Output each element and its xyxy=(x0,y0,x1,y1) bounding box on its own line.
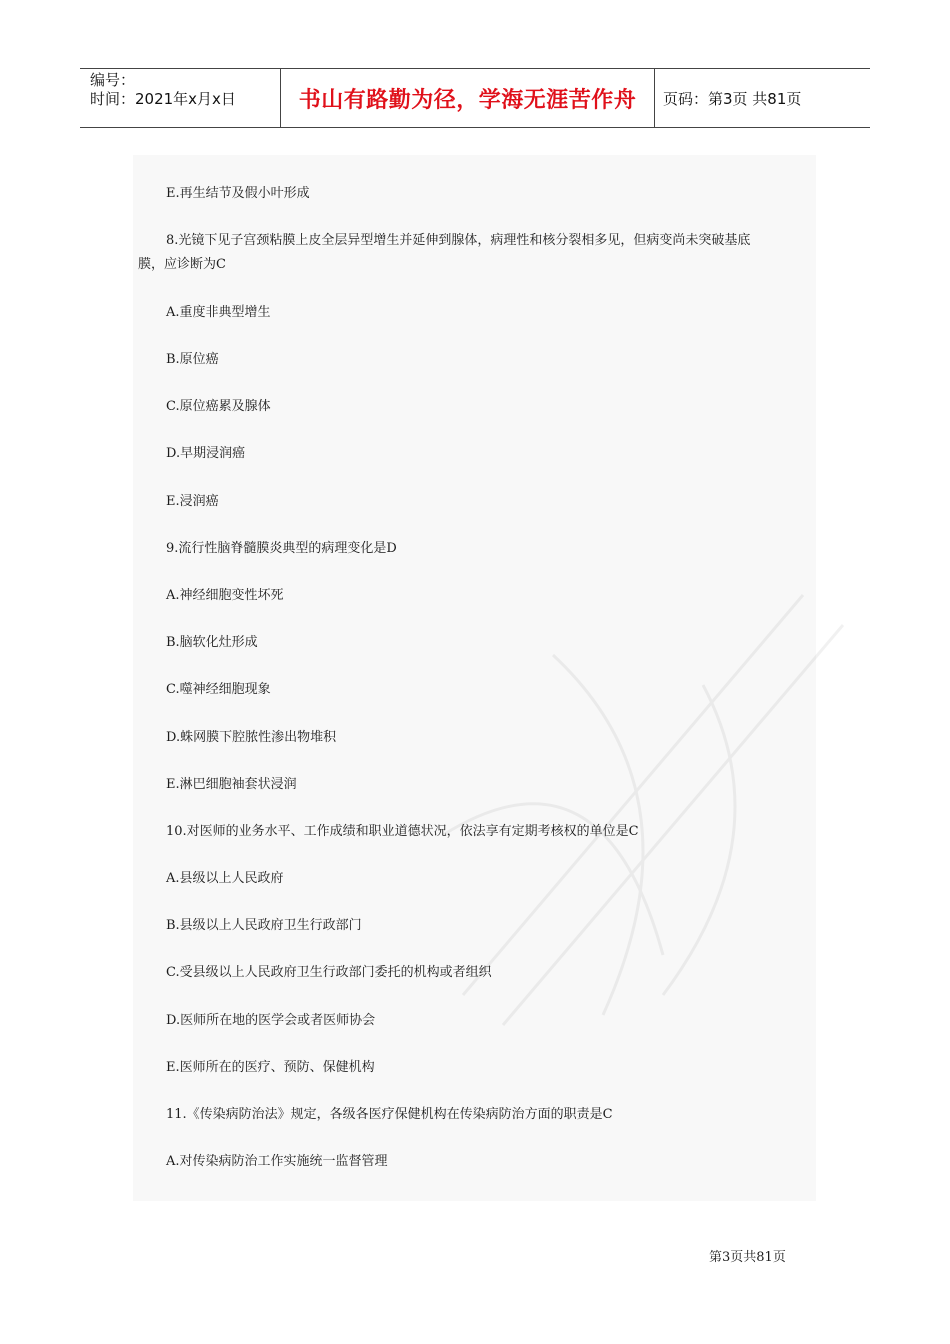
question-continuation: 膜，应诊断为C xyxy=(138,257,226,272)
option-line: E.浸润癌 xyxy=(166,494,219,509)
option-line: A.对传染病防治工作实施统一监督管理 xyxy=(166,1154,388,1169)
question-line: 10.对医师的业务水平、工作成绩和职业道德状况，依法享有定期考核权的单位是C xyxy=(166,824,639,839)
header-motto: 书山有路勤为径，学海无涯苦作舟 xyxy=(281,69,655,127)
option-line: C.噬神经细胞现象 xyxy=(166,682,271,697)
option-line: E.淋巴细胞袖套状浸润 xyxy=(166,777,297,792)
option-line: A.重度非典型增生 xyxy=(166,305,271,320)
option-line: B.县级以上人民政府卫生行政部门 xyxy=(166,918,362,933)
document-date: 时间：2021年x月x日 xyxy=(90,90,236,108)
option-line: E.再生结节及假小叶形成 xyxy=(166,186,310,201)
option-line: C.受县级以上人民政府卫生行政部门委托的机构或者组织 xyxy=(166,965,492,980)
question-line: 9.流行性脑脊髓膜炎典型的病理变化是D xyxy=(166,541,397,556)
page-footer: 第3页共81页 xyxy=(709,1250,786,1265)
question-line: 8.光镜下见子宫颈粘膜上皮全层异型增生并延伸到腺体，病理性和核分裂相多见，但病变尚未突破基底 xyxy=(166,233,751,248)
option-line: E.医师所在的医疗、预防、保健机构 xyxy=(166,1060,375,1075)
document-number-label: 编号： xyxy=(90,71,136,89)
option-line: C.原位癌累及腺体 xyxy=(166,399,271,414)
option-line: B.脑软化灶形成 xyxy=(166,635,258,650)
option-line: A.神经细胞变性坏死 xyxy=(166,588,284,603)
question-line: 11.《传染病防治法》规定，各级各医疗保健机构在传染病防治方面的职责是C xyxy=(166,1107,613,1122)
option-line: D.蛛网膜下腔脓性渗出物堆积 xyxy=(166,730,337,745)
option-line: A.县级以上人民政府 xyxy=(166,871,284,886)
page-header xyxy=(80,68,870,128)
option-line: B.原位癌 xyxy=(166,352,219,367)
option-line: D.医师所在地的医学会或者医师协会 xyxy=(166,1013,376,1028)
header-meta xyxy=(80,69,281,127)
header-page-info: 页码：第3页 共81页 xyxy=(663,89,802,108)
option-line: D.早期浸润癌 xyxy=(166,446,246,461)
document-body xyxy=(133,155,816,1201)
